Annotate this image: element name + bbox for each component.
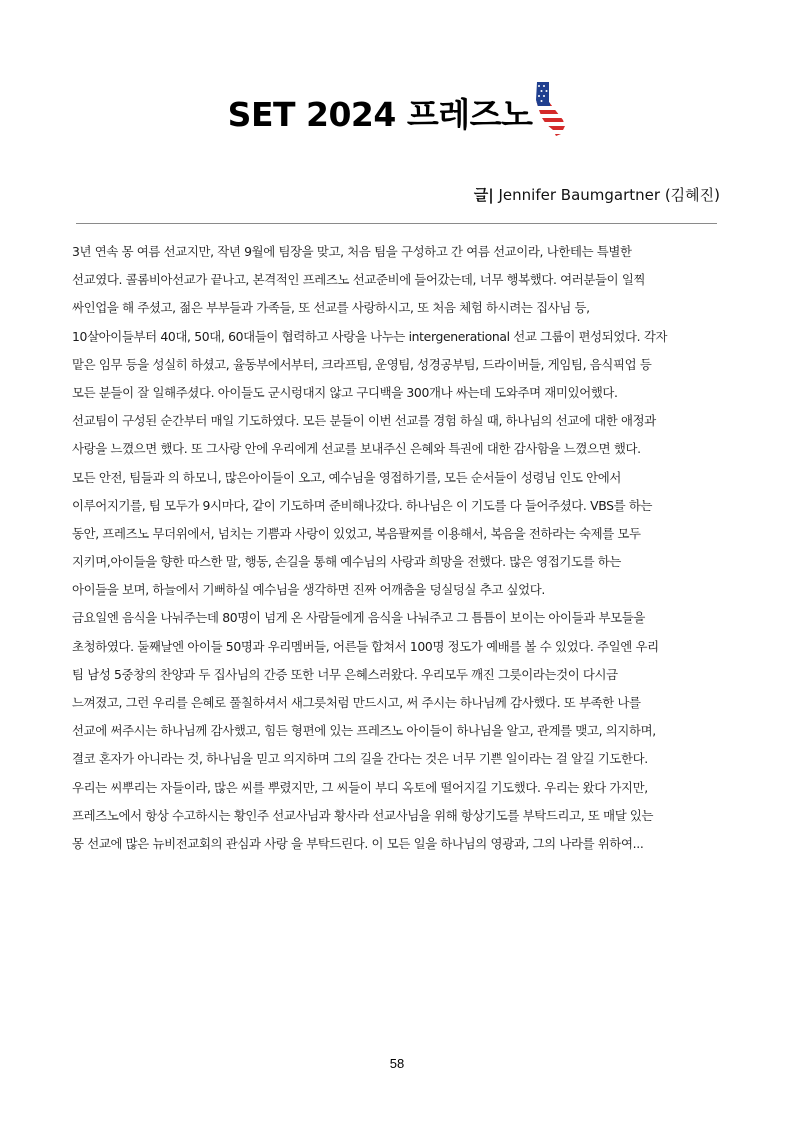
article-line: 3년 연속 몽 여름 선교지만, 작년 9월에 팀장을 맞고, 처음 팀을 구성하고 간 여름 선교이라, 나한테는 특별한 <box>72 244 632 259</box>
article-line: 팀 남성 5중창의 찬양과 두 집사님의 간증 또한 너무 은혜스러왔다. 우리모두 깨진 그릇이라는것이 다시금 <box>72 666 618 682</box>
article-line: 모든 안전, 팀들과 의 하모니, 많은아이들이 오고, 예수님을 영접하기를, 모든 순서들이 성령님 인도 안에서 <box>72 469 622 485</box>
article-line: 동안, 프레즈노 무더위에서, 넘치는 기쁨과 사랑이 있었고, 복음팔찌를 이용해서, 복음을 전하라는 숙제를 모두 <box>72 525 641 541</box>
article-line: 선교에 써주시는 하나님께 감사했고, 힘든 형편에 있는 프레즈노 아이들이 하나님을 알고, 관계를 맺고, 의지하며, <box>72 723 656 739</box>
article-line: 느껴졌고, 그런 우리를 은혜로 풀칠하셔서 새그릇처럼 만드시고, 써 주시는 하나님께 감사했다. 또 부족한 나를 <box>72 695 641 710</box>
article-line: 맡은 임무 등을 성실히 하셨고, 율동부에서부터, 크라프팀, 운영팀, 성경공부팀, 드라이버들, 게임팀, 음식픽업 등 <box>72 356 652 372</box>
article-line: 10살아이들부터 40대, 50대, 60대들이 협력하고 사랑을 나누는 intergenerational 선교 그룹이 편성되었다. 각자 <box>72 328 668 344</box>
article-body <box>72 238 728 858</box>
article-line: 지키며,아이들을 향한 따스한 말, 행동, 손길을 통해 예수님의 사랑과 희망을 전했다. 많은 영접기도를 하는 <box>72 554 622 570</box>
article-line: 결코 혼자가 아니라는 것, 하나님을 믿고 의지하며 그의 길을 간다는 것은 너무 기쁜 일이라는 걸 알길 기도한다. <box>72 751 648 767</box>
article-line: 프레즈노에서 항상 수고하시는 황인주 선교사님과 황사라 선교사님을 위해 항상기도를 부탁드리고, 또 매달 있는 <box>72 807 654 823</box>
article-line: 모든 분들이 잘 일해주셨다. 아이들도 군시렁대지 않고 구디백을 300개나 싸는데 도와주며 재미있어했다. <box>72 384 618 400</box>
page-number: 58 <box>389 1056 405 1071</box>
article-line: 금요일엔 음식을 나눠주는데 80명이 넘게 온 사람들에게 음식을 나눠주고 그 틈틈이 보이는 아이들과 부모들을 <box>72 610 645 626</box>
article-line: 이루어지기를, 팀 모두가 9시마다, 같이 기도하며 준비해나갔다. 하나님은 이 기도를 다 들어주셨다. VBS를 하는 <box>72 497 653 513</box>
article-line: 선교였다. 콜롬비아선교가 끝나고, 본격적인 프레즈노 선교준비에 들어갔는데, 너무 행복했다. 여러분들이 일찍 <box>72 272 646 288</box>
page-title: SET 2024 프레즈노 <box>227 94 533 134</box>
byline-author: Jennifer Baumgartner (김혜진) <box>493 186 720 204</box>
article-line: 사랑을 느꼈으면 했다. 또 그사랑 안에 우리에게 선교를 보내주신 은혜와 특권에 대한 감사함을 느꼈으면 했다. <box>72 441 641 457</box>
article-line: 초청하였다. 둘째날엔 아이들 50명과 우리멤버들, 어른들 합쳐서 100명 정도가 예배를 볼 수 있었다. 주일엔 우리 <box>72 638 659 654</box>
byline <box>474 184 720 205</box>
title-block <box>0 82 794 142</box>
article-line: 우리는 씨뿌리는 자들이라, 많은 씨를 뿌렸지만, 그 씨들이 부디 옥토에 떨어지길 기도했다. 우리는 왔다 가지만, <box>72 779 648 795</box>
article-line: 아이들을 보며, 하늘에서 기뻐하실 예수님을 생각하면 진짜 어깨춤을 덩실덩실 추고 싶었다. <box>72 582 545 598</box>
article-line: 선교팀이 구성된 순간부터 매일 기도하였다. 모든 분들이 이번 선교를 경험 하실 때, 하나님의 선교에 대한 애정과 <box>72 413 656 429</box>
california-flag-icon <box>534 80 566 138</box>
header-divider <box>76 223 717 224</box>
article-line: 싸인업을 해 주셨고, 젊은 부부들과 가족들, 또 선교를 사랑하시고, 또 처음 체험 하시려는 집사님 등, <box>72 300 590 316</box>
article-line: 몽 선교에 많은 뉴비전교회의 관심과 사랑 을 부탁드린다. 이 모든 일을 하나님의 영광과, 그의 나라를 위하여... <box>72 835 644 851</box>
byline-prefix: 글| <box>473 186 494 204</box>
